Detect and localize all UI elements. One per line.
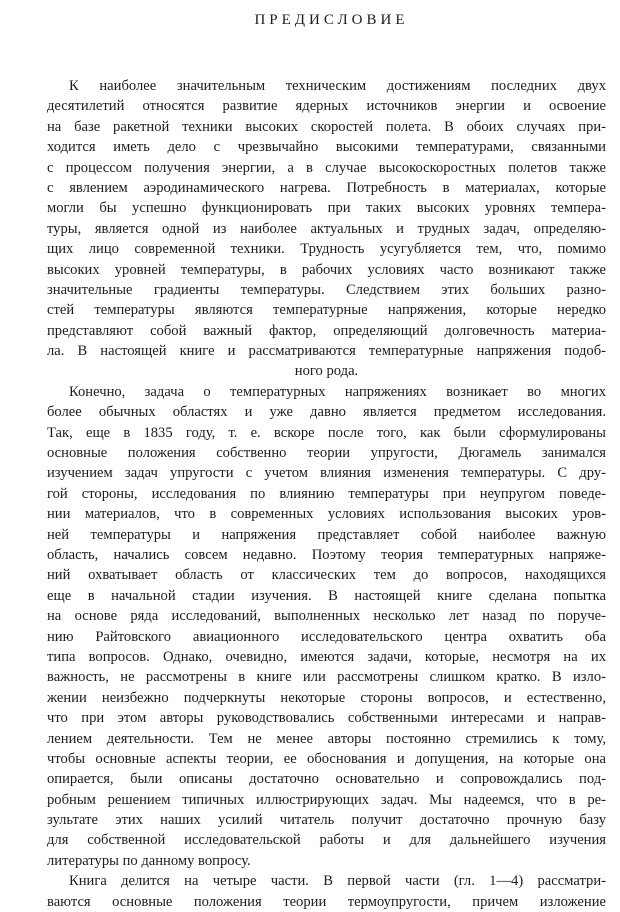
text-line: стей температуры являются температурные напряжения, которые нередко [47,302,606,319]
text-line: жении неизбежно подчеркнуты некоторые стороны вопросов, и естественно, [47,689,606,706]
text-line: на базе ракетной техники высоких скоростей полета. В обоих случаях при- [47,118,606,135]
text-line: ла. В настоящей книге и рассматриваются температурные напряжения подоб- [47,343,606,360]
text-line: ходится иметь дело с чрезвычайно высокими температурами, связанными [47,139,606,156]
text-line: важность, не рассмотрены в книге или рассмотрены слишком кратко. В изло- [47,669,606,686]
paragraph-3 [47,871,606,912]
text-line: Так, еще в 1835 году, т. е. вскоре после того, как были сформулированы [47,424,606,441]
text-line: щих лицо современной техники. Трудность усугубляется тем, что, помимо [47,241,606,258]
text-line: типа вопросов. Однако, очевидно, имеются задачи, которые, несмотря на их [47,648,606,665]
text-line: значительные градиенты температуры. Следствием этих больших разно- [47,281,606,298]
text-line: туры, является одной из наиболее актуальных и трудных задач, определяю- [47,220,606,237]
text-line: для собственной исследовательской работы и для дальнейшего изучения [47,832,606,849]
paragraph-2 [47,382,606,871]
text-line: высоких уровней температуры, в рабочих условиях часто возникают также [47,261,606,278]
text-line: чтобы основные аспекты теории, ее обоснования и допущения, на которые она [47,750,606,767]
text-line: ного рода. [294,363,359,380]
text-line: с процессом получения энергии, а в случае высокоскоростных полетов также [47,159,606,176]
text-line: с явлением аэродинамического нагрева. Потребность в материалах, которые [47,179,606,196]
text-line: зультате этих наших усилий читатель получит достаточно прочную базу [47,812,606,829]
text-line: могли бы успешно функционировать при таких высоких уровнях темпера- [47,200,606,217]
text-line: более обычных областях и уже давно является предметом исследования. [47,404,606,421]
text-line: область, начались совсем недавно. Поэтому теория температурных напряже- [47,546,606,563]
text-line: что при этом авторы руководствовались собственными интересами и направ- [47,710,606,727]
text-line: нии материалов, что в современных условиях использования высоких уров- [47,506,606,523]
paragraph-1 [47,76,606,382]
text-line: литературы по данному вопросу. [47,852,251,869]
text-line: Книга делится на четыре части. В первой части (гл. 1—4) рассматри- [69,873,606,890]
text-line: представляют собой важный фактор, определяющий долговечность материа- [47,322,606,339]
page-title: ПРЕДИСЛОВИЕ [254,12,409,28]
text-line: еще в начальной стадии изучения. В настоящей книге сделана попытка [47,587,606,604]
text-line: нию Райтовского авиационного исследовательского центра охватить оба [47,628,606,645]
text-line: на основе ряда исследований, выполненных несколько лет назад по поруче- [47,608,606,625]
text-line: лением деятельности. Тем не менее авторы постоянно стремились к тому, [47,730,606,747]
text-line: ний охватывает область от классических тем до вопросов, находящихся [47,567,606,584]
text-line: робным решением типичных иллюстрирующих задач. Мы надеемся, что в ре- [47,791,606,808]
text-line: Конечно, задача о температурных напряжениях возникает во многих [69,383,606,400]
text-line: изучением задач упругости с учетом влияния изменения температуры. С дру- [47,465,606,482]
text-line: десятилетий относятся развитие ядерных источников энергии и освоение [47,98,606,115]
text-line: опирается, были описаны достаточно основательно и сопровождались под- [47,771,606,788]
text-line: К наиболее значительным техническим достижениям последних двух [69,78,606,94]
text-line: основные положения собственно теории упругости, Дюгамель занимался [47,445,606,462]
text-line: гой стороны, исследования по влиянию температуры при неупругом поведе- [47,485,606,502]
text-line: ваются основные положения теории термоупругости, причем изложение [47,893,606,910]
text-line: ней температуры и напряжения представляет собой наиболее важную [47,526,606,543]
